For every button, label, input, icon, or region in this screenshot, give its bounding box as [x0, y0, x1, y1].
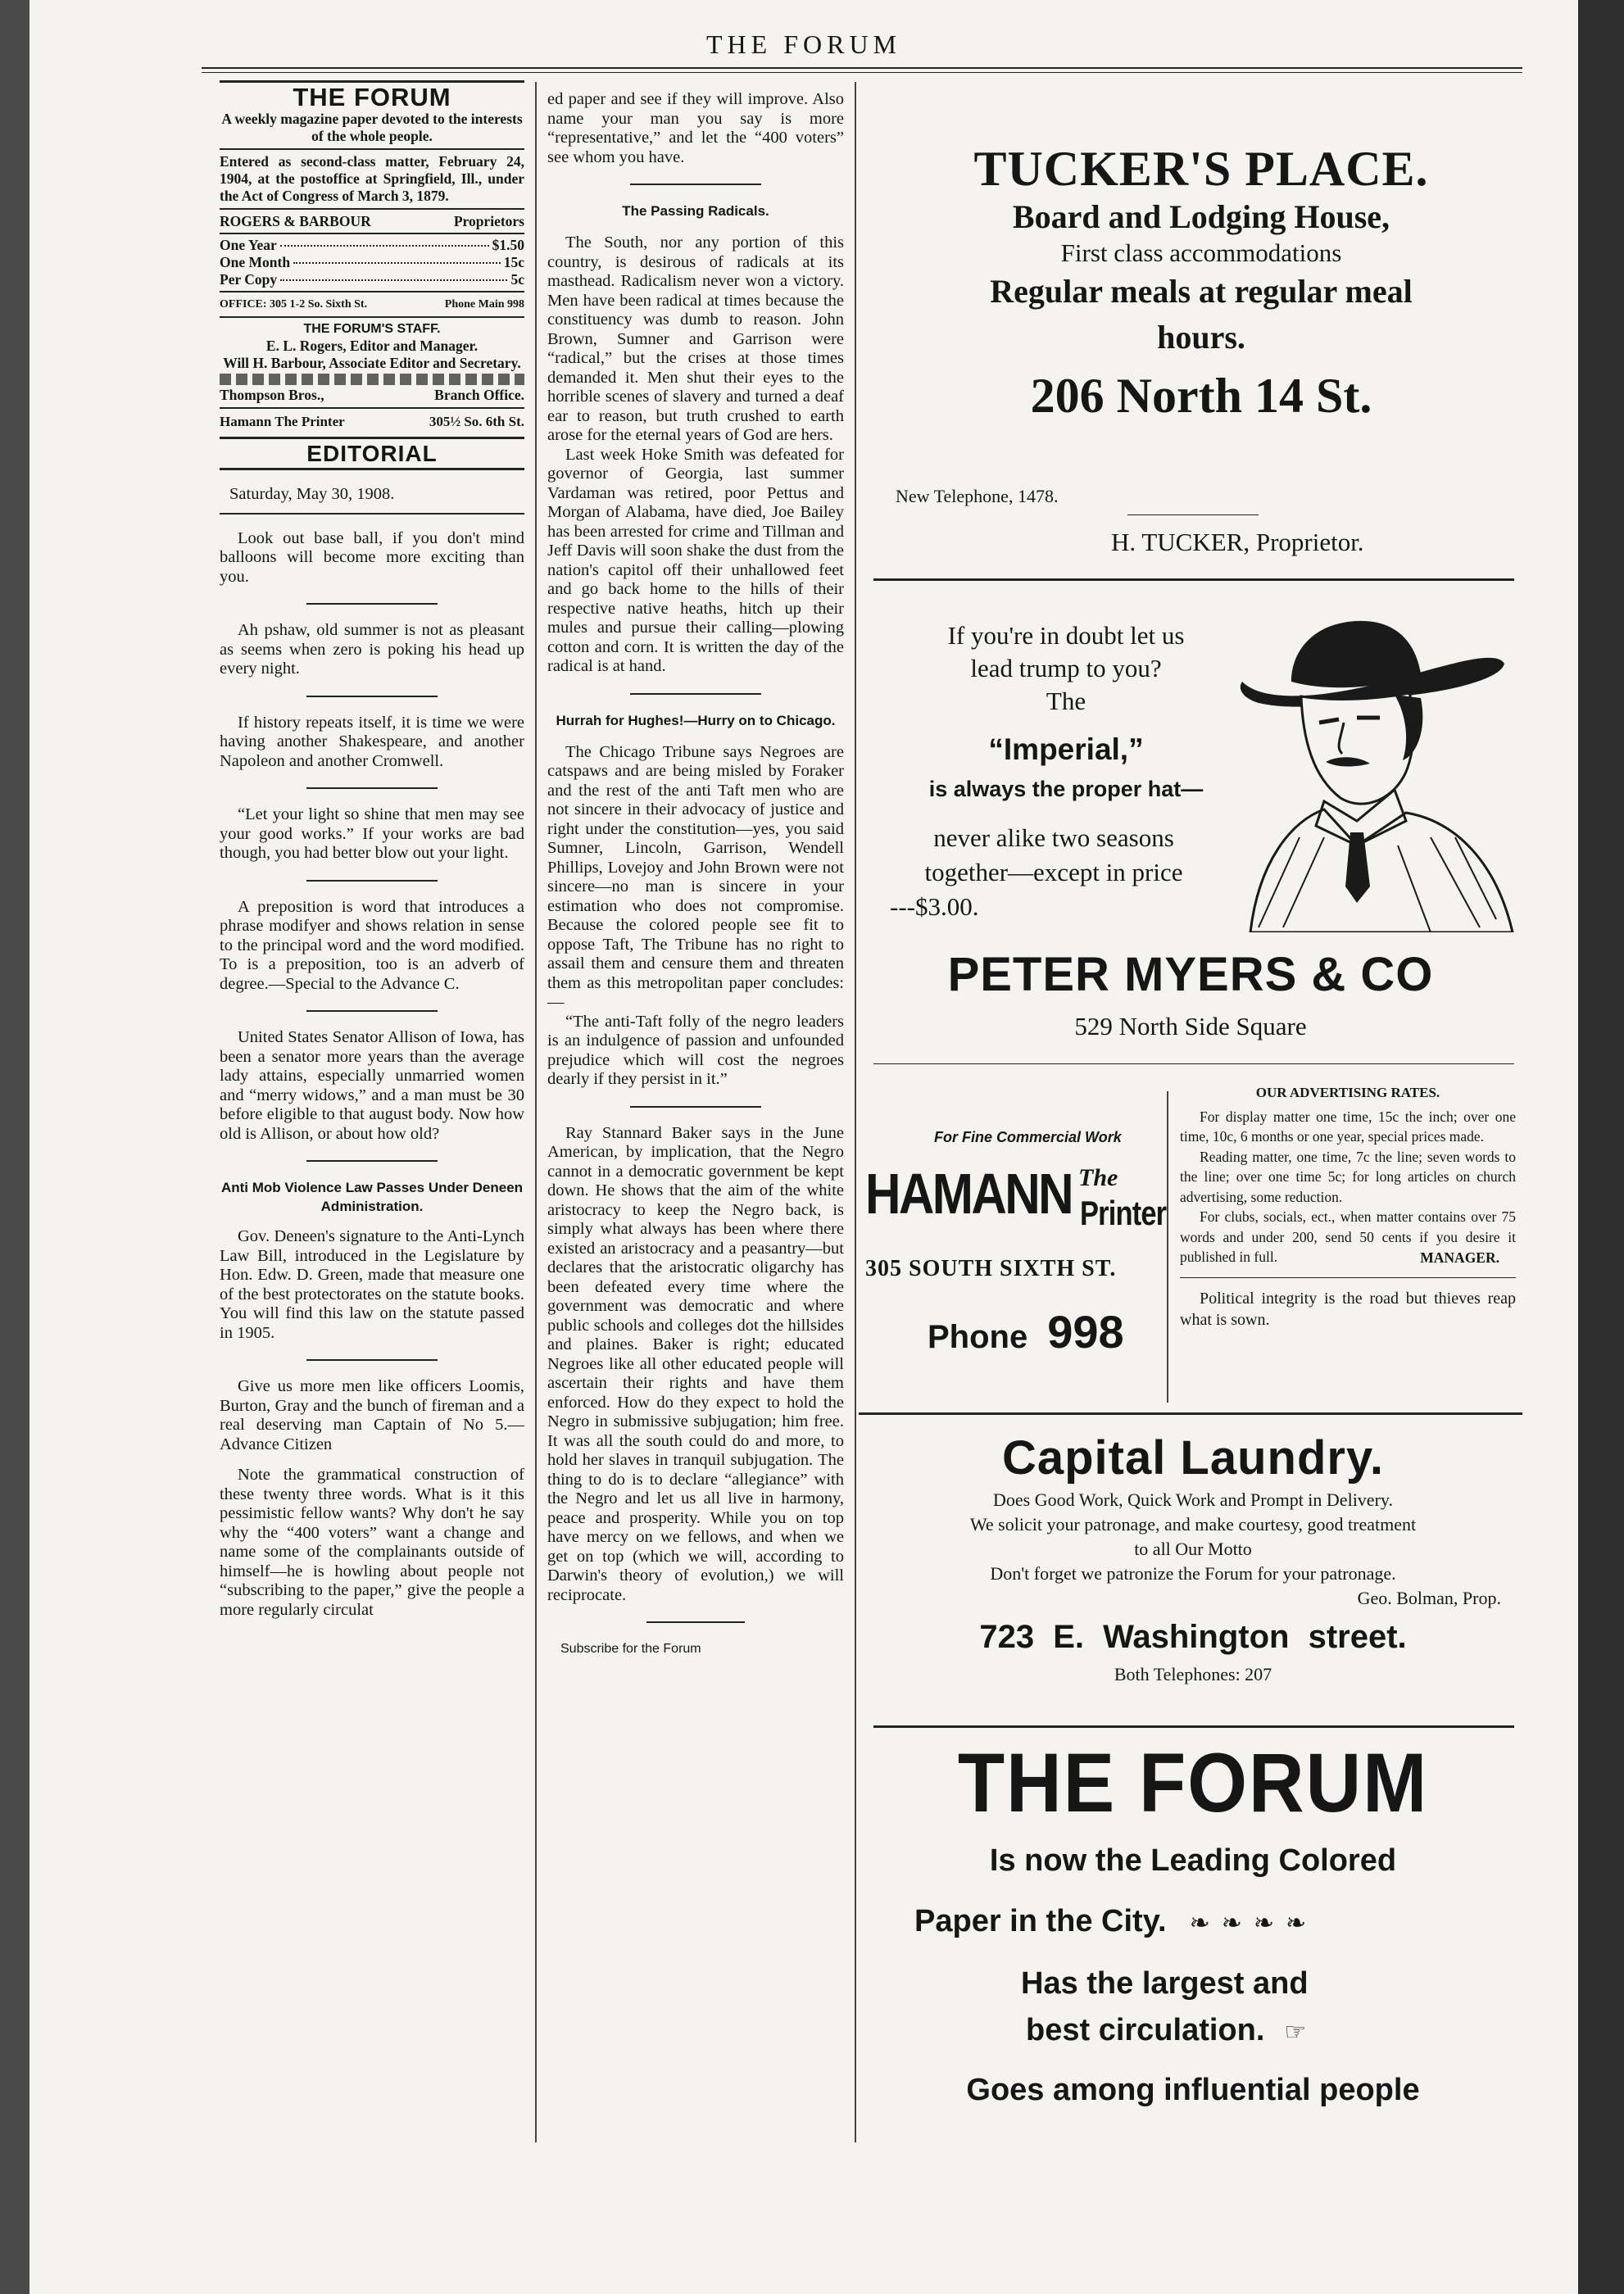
hamann-logo [865, 1161, 1193, 1251]
leaf-ornaments: ❧❧❧❧ [1189, 1910, 1318, 1937]
hand-ornament: ☞ [1284, 2019, 1307, 2046]
separator [630, 693, 761, 695]
hamann-name: HAMANN [865, 1162, 1073, 1226]
forum-ad-line-4: best circulation. [1026, 2013, 1265, 2047]
top-rule [202, 67, 1522, 69]
forum-ad-title: THE FORUM [957, 1736, 1429, 1829]
hamann-address: 305 SOUTH SIXTH ST. [865, 1256, 1117, 1281]
separator [306, 603, 438, 605]
anti-mob-headline: Anti Mob Violence Law Passes Under Deneen Administration. [220, 1180, 524, 1214]
date-rule [220, 513, 524, 515]
hamann-printer: Printer [1080, 1194, 1167, 1232]
article-paragraph: Note the grammatical construction of these twenty three words. What is it this pessimistic fellow wants? Why don't he say why the “400 voters” want a change and name some of the complainants outside of himself—he is howling about people not “subscribing to the paper,” give the people a more regularly circulat [220, 1466, 524, 1619]
editorial-paragraph: A preposition is word that introduces a phrase modifyer and shows relation in sense to the principal word and the word modified. To is a preposition, too is an adverb of degree.—Special to the Advance C. [220, 897, 524, 993]
rate-label: One Month [220, 253, 291, 270]
rate-label: One Year [220, 236, 277, 253]
forum-ad-line-5: Goes among influential people [966, 2073, 1420, 2107]
editorial-paragraph: If history repeats itself, it is time we were having another Shakespeare, and another Napoleon and another Cromwell. [220, 713, 524, 770]
office-line [220, 295, 524, 315]
staff-associate: Will H. Barbour, Associate Editor and Secretary. [223, 355, 521, 371]
tucker-line-2: First class accommodations [1060, 238, 1342, 267]
laundry-ad [873, 1429, 1513, 1686]
rule-before-laundry [859, 1412, 1522, 1415]
separator [306, 880, 438, 882]
political-motto: Political integrity is the road but thieves reap what is sown. [1180, 1290, 1516, 1329]
rate-dots [293, 262, 501, 264]
rate-price: 15c [503, 253, 524, 270]
subscribe-line: Subscribe for the Forum [560, 1642, 701, 1656]
rates-paragraph-3: For clubs, socials, ect., when matter contains over 75 words and under 200, send 50 cents if you desire it published in full. [1180, 1208, 1516, 1265]
proprietors-name: ROGERS & BARBOUR [220, 212, 371, 229]
tucker-phone: New Telephone, 1478. [896, 486, 1059, 506]
separator [306, 696, 438, 697]
laundry-line-4: Don't forget we patronize the Forum for your patronage. [990, 1563, 1396, 1584]
rate-price: 5c [510, 270, 524, 288]
scan-edge [1578, 0, 1624, 2294]
masthead-tagline: A weekly magazine paper devoted to the interests of the whole people. [221, 110, 523, 144]
separator [306, 787, 438, 789]
laundry-line-2: We solicit your patronage, and make courtesy, good treatment [969, 1514, 1417, 1535]
tucker-line-1: Board and Lodging House, [1012, 198, 1390, 235]
hamann-kicker: For Fine Commercial Work [934, 1129, 1122, 1145]
printer-address: 305½ So. 6th St. [429, 414, 524, 429]
imperial-line-3: The [1046, 687, 1086, 715]
rate-label: Per Copy [220, 270, 278, 288]
masthead-divider [220, 148, 524, 150]
hamann-ad [865, 1129, 1193, 1358]
separator [630, 184, 761, 185]
branch-name: Thompson Bros., [220, 387, 324, 403]
man-in-hat-illustration [1234, 616, 1521, 932]
rate-price: $1.50 [492, 236, 524, 253]
separator [306, 1010, 438, 1012]
editorial-paragraph: Look out base ball, if you don't mind balloons will become more exciting than you. [220, 528, 524, 586]
imperial-line-5: never alike two seasons [933, 823, 1174, 852]
rate-row [220, 271, 524, 288]
rates-rule [1180, 1277, 1516, 1278]
radicals-paragraph: The South, nor any portion of this country, is desirous of radicals at its masthead. Radicalism never won a victory. Men have been radical at times because the constituency was dumb to reason. John Brown, Sumner and Garrison were “radical,” but the crises at those times demanded it. Men shut their eyes to the horrible scenes of slavery and turned a deaf ear to reason, but truth crushed to earth arose for the eternal years of God are hers. [547, 233, 844, 444]
masthead-entry: Entered as second-class matter, February 24, 1904, at the postoffice at Springfield, Ill., under the Act of Congress of March 3, 1879. [220, 152, 524, 204]
column-1-items [220, 529, 524, 1145]
masthead-divider-3 [220, 233, 524, 234]
branch-label: Branch Office. [434, 387, 524, 403]
editorial-heading: EDITORIAL [306, 440, 438, 466]
issue-date: Saturday, May 30, 1908. [229, 485, 395, 503]
editorial-paragraph: United States Senator Allison of Iowa, has been a senator more years than the average lady attains, especially unmarried women and “merry widows,” and a man must be 30 before eligible to that august body. Now how old is Allison, or about how old? [220, 1028, 524, 1143]
passing-radicals-body [547, 233, 844, 677]
advertising-rates [1180, 1083, 1516, 1331]
rates-title: OUR ADVERTISING RATES. [1255, 1085, 1440, 1100]
editorial-paragraph: “Let your light so shine that men may see your good works.” If your works are bad though, you had better blow out your light. [220, 805, 524, 862]
laundry-line-1: Does Good Work, Quick Work and Prompt in Delivery. [993, 1489, 1393, 1510]
staff-title: THE FORUM'S STAFF. [303, 322, 441, 336]
office-phone: Phone Main 998 [444, 297, 524, 311]
column-1-after [220, 1227, 524, 1620]
hamann-phone-label: Phone [928, 1319, 1028, 1355]
office-address: OFFICE: 305 1-2 So. Sixth St. [220, 297, 368, 311]
coat-shading [1259, 837, 1496, 932]
column-rule-1 [535, 82, 537, 2142]
imperial-brand: “Imperial,” [988, 732, 1144, 766]
radicals-paragraph: Last week Hoke Smith was defeated for governor of Georgia, last summer Vardaman was retired, poor Pettus and Morgan of Alabama, have died, Joe Bailey has been arrested for crime and Tillman and Jeff Davis will soon shake the dust from the nation's capitol off their unhallowed feet and go back home to the hills of their respective native heaths, hitch up their mules and pursue their calling—plowing cotton and corn. It is written the day of the radical is at hand. [547, 445, 844, 675]
newspaper-page [29, 0, 1578, 2294]
hughes-paragraph: Ray Stannard Baker says in the June American, by implication, that the Negro cannot in a democratic government be kept down. He shows that the aim of the white aristocracy to keep the Negro back, is simply what always has been where there existed an aristocracy and a peasantry—but declares that the aristocratic oligarchy has been defeated every time where the government was democratic and where public schools and colleges dot the hillsides and plaines. Baker is right; educated Negroes like all other educated people will ascertain their rights and have them enforced. How do they expect to hold the Negro in submissive subjugation; him free. It was all the south could do and more, to hold her slaves in tranquil subjugation. The thing to do is to declare “allegiance” with the Negro and let us all live in harmony, peace and prosperity. While you on top have mercy on we fellows, and when we get on top (which we will, according to Darwin's theory of evolution,) we will reciprocate. [547, 1123, 844, 1604]
tucker-proprietor: H. TUCKER, Proprietor. [1111, 528, 1364, 556]
masthead-divider-5 [220, 316, 524, 318]
forum-ad-line-3: Has the largest and [1021, 1966, 1309, 2001]
masthead-divider-8 [220, 468, 524, 470]
forum-ad [873, 1735, 1513, 2122]
hughes-body [547, 743, 844, 1606]
laundry-proprietor: Geo. Bolman, Prop. [1357, 1588, 1501, 1608]
article-paragraph: Give us more men like officers Loomis, Burton, Gray and the bunch of fireman and a real deserving man Captain of No 5.—Advance Citizen [220, 1377, 524, 1453]
proprietors-label: Proprietors [453, 212, 524, 229]
imperial-line-4: is always the proper hat— [928, 777, 1204, 801]
staff-editor: E. L. Rogers, Editor and Manager. [265, 338, 479, 354]
laundry-phones: Both Telephones: 207 [1114, 1664, 1272, 1684]
masthead-divider-7 [220, 437, 524, 439]
proprietors-line [220, 213, 524, 230]
forum-ad-line-1: Is now the Leading Colored [989, 1843, 1397, 1878]
column-rule-2 [855, 82, 856, 2142]
hamann-phone [928, 1305, 1193, 1358]
face [1301, 693, 1414, 804]
binding-edge [0, 0, 29, 2294]
forum-ad-line-2-row [873, 1891, 1513, 1958]
imperial-line-2: lead trump to you? [970, 654, 1162, 682]
printer-line [220, 412, 524, 432]
rule-after-imperial [873, 1063, 1514, 1064]
tucker-line-3: Regular meals at regular meal [990, 273, 1413, 310]
running-head: THE FORUM [705, 29, 901, 59]
laundry-line-3: to all Our Motto [1134, 1539, 1252, 1559]
passing-radicals-headline: The Passing Radicals. [622, 203, 769, 219]
tucker-address: 206 North 14 St. [1030, 369, 1372, 423]
ad-divider [1167, 1091, 1168, 1403]
rate-row [220, 254, 524, 271]
hughes-paragraph: The Chicago Tribune says Negroes are catspaws and are being misled by Foraker and the rest of the anti Taft men who are not sincere in their advocacy of justice and right under the constitution—yes, you said Sumner, Lincoln, Garrison, Wendell Phillips, Lovejoy and John Brown were not sincere—no man is sincere in your estimation who does not compromise. Because the colored people see fit to oppose Taft, The Tribune has no right to assail them and censure them and threaten them as this metropolitan paper concludes:— [547, 742, 844, 1011]
imperial-line-1: If you're in doubt let us [947, 621, 1185, 650]
rate-dots [280, 279, 507, 281]
rate-row [220, 237, 524, 254]
imperial-line-6: together—except in price [924, 858, 1183, 886]
hamann-phone-number: 998 [1047, 1306, 1124, 1358]
laundry-address: 723 E. Washington street. [979, 1619, 1407, 1655]
tucker-name: TUCKER'S PLACE. [973, 142, 1429, 196]
article-paragraph: Gov. Deneen's signature to the Anti-Lynch Law Bill, introduced in the Legislature by Hon. Edw. D. Green, made that measure one of the best protectorates on the statute books. You will find this law on the statute passed in 1905. [220, 1227, 524, 1342]
masthead-divider-4 [220, 291, 524, 292]
continued-text: ed paper and see if they will improve. Also name your man you say is more “representative,” and let the “400 voters” see whom you have. [547, 90, 844, 166]
rule-before-forum-ad [873, 1725, 1514, 1728]
tucker-line-4: hours. [1157, 319, 1245, 356]
laundry-name: Capital Laundry. [1001, 1431, 1385, 1485]
rate-dots [280, 245, 489, 247]
printer-name: Hamann The Printer [220, 414, 345, 429]
column-2 [547, 90, 844, 1659]
hughes-paragraph: “The anti-Taft folly of the negro leaders is an indulgence of passion and unfounded prejudice which will cost the negroes dearly if they persist in it.” [547, 1012, 844, 1088]
rates-paragraph-2: Reading matter, one time, 7c the line; seven words to the line; over one time 5c; for long articles on church advertising, some reduction. [1180, 1148, 1516, 1205]
forum-ad-line-2: Paper in the City. [914, 1904, 1167, 1938]
separator [646, 1621, 745, 1623]
separator [306, 1359, 438, 1361]
masthead-divider-6 [220, 407, 524, 409]
peter-myers-name: PETER MYERS & CO [947, 948, 1434, 1001]
peter-myers-address: 529 North Side Square [1074, 1012, 1307, 1040]
imperial-price-block [857, 821, 1250, 924]
rates-signature: MANAGER. [1420, 1249, 1499, 1266]
separator [630, 1106, 761, 1108]
branch-line [220, 387, 524, 404]
hamann-the: The [1078, 1164, 1118, 1191]
separator [306, 1160, 438, 1162]
masthead-title: THE FORUM [293, 83, 451, 111]
rates-paragraph-1: For display matter one time, 15c the inch; over one time, 10c, 6 months or one year, special prices made. [1180, 1108, 1516, 1145]
forum-ad-line-4-row [873, 2009, 1513, 2058]
subscription-rates [220, 237, 524, 288]
rule-after-tucker [873, 578, 1514, 581]
column-1 [220, 80, 524, 1620]
editorial-paragraph: Ah pshaw, old summer is not as pleasant as seems when zero is poking his head up every night. [220, 621, 524, 678]
hughes-headline: Hurrah for Hughes!—Hurry on to Chicago. [556, 712, 836, 728]
hat-crown [1291, 621, 1421, 687]
imperial-price: ---$3.00. [890, 892, 979, 921]
masthead-divider-2 [220, 208, 524, 210]
illegible-line [220, 374, 524, 385]
imperial-ad [873, 619, 1259, 803]
tucker-ad [890, 141, 1513, 431]
top-rule-2 [202, 72, 1522, 73]
